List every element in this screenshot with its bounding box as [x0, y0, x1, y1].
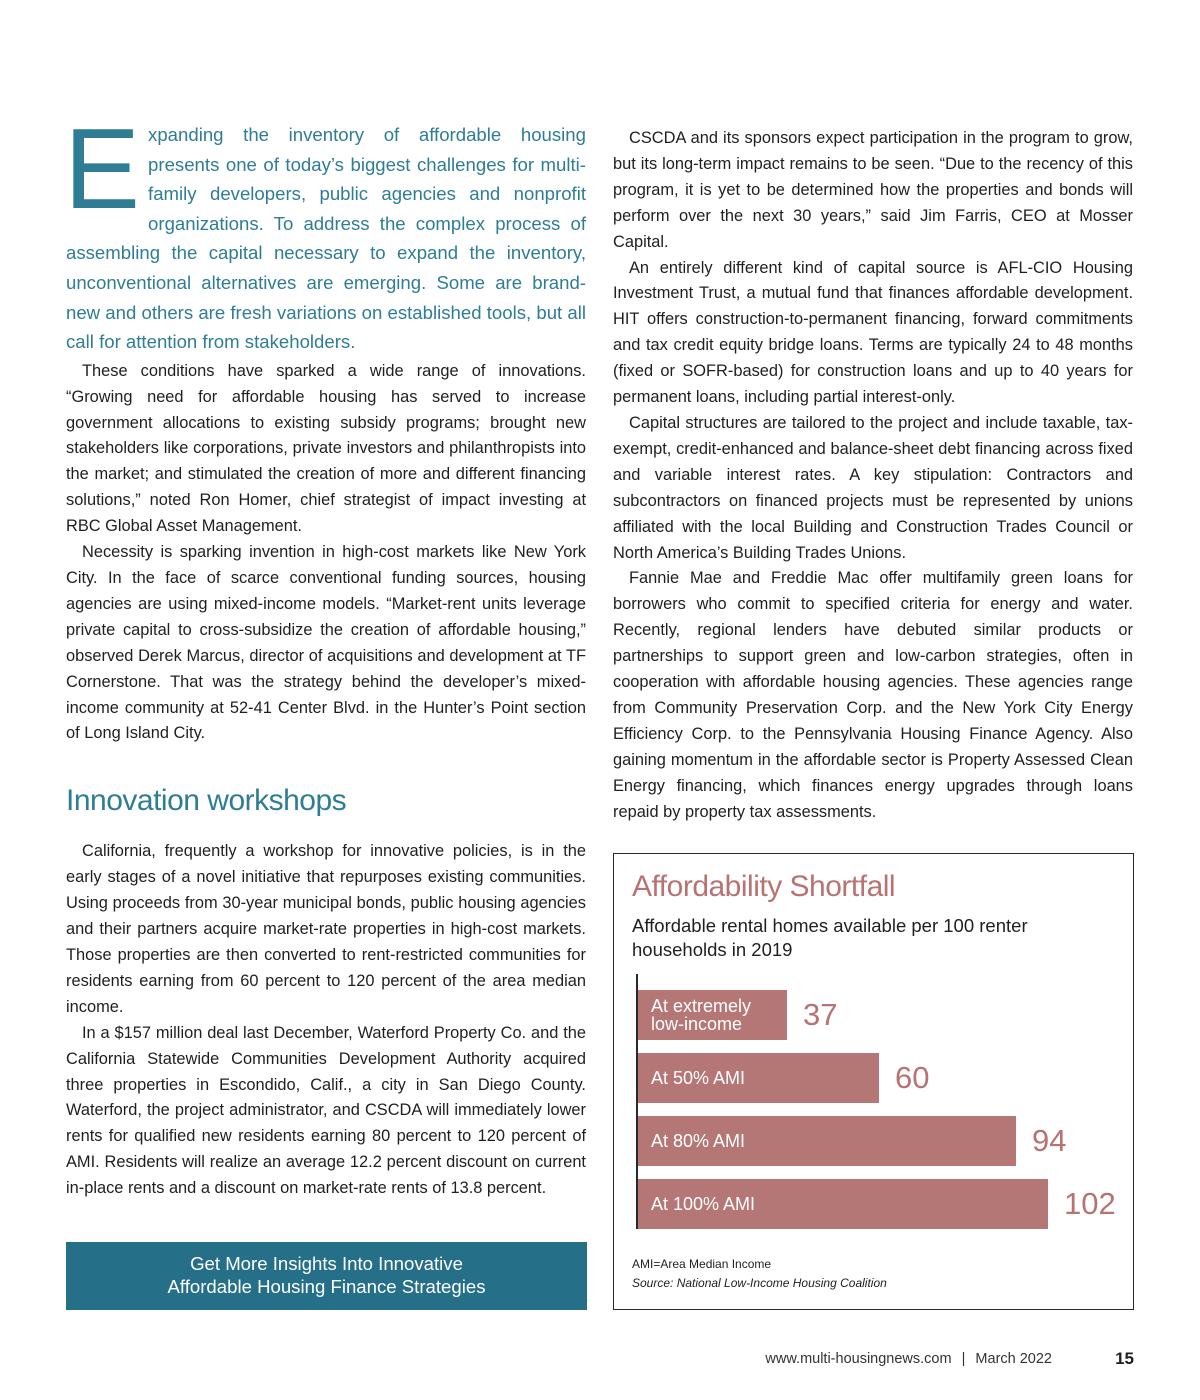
chart-bar-label: low-income [651, 1014, 743, 1034]
body-paragraph-4: In a $157 million deal last December, Waterford Property Co. and the California Statewide Communities Development Authority acquired three properties in Escondido, Calif., a city in San Diego County. Waterford, the project administrator, and CSCDA will immediately lower rents for qualified new residents earning 80 percent to 120 percent of AMI. Residents will realize an average 12.2 percent discount on current in-place rents and a discount on market-rate rents of 13.8 percent. [66, 1023, 586, 1198]
chart-note: AMI=Area Median Income [632, 1257, 772, 1271]
chart-subtitle: Affordable rental homes available per 100 renter households in 2019 [632, 915, 1028, 960]
chart-bar-label: At 80% AMI [651, 1131, 746, 1151]
chart-title: Affordability Shortfall [632, 870, 896, 903]
chart-bar-label: At extremely [651, 996, 752, 1016]
chart-bar-label: At 50% AMI [651, 1068, 746, 1088]
chart-bar [638, 1179, 1048, 1229]
lead-paragraph: xpanding the inventory of affordable housing presents one of today’s biggest challenges for multi-family developers, public agencies and nonprofit organizations. To address the complex process of assembling the capital necessary to expand the inventory, unconventional alternatives are emerging. Some are brand-new and others are fresh variations on established tools, but all call for attention from stakeholders. [66, 124, 586, 353]
chart-value-label: 60 [895, 1060, 930, 1095]
chart-value-label: 37 [803, 997, 838, 1032]
body-paragraph-8: Fannie Mae and Freddie Mac offer multifamily green loans for borrowers who commit to specified criteria for energy and water. Recently, regional lenders have debuted similar products or partnerships to support green and low-carbon strategies, often in cooperation with affordable housing agencies. These agencies range from Community Preservation Corp. and the New York City Energy Efficiency Corp. to the Pennsylvania Housing Finance Agency. Also gaining momentum in the affordable sector is Property Assessed Clean Energy financing, which finances energy upgrades through loans repaid by property tax assessments. [613, 569, 1133, 821]
chart-value-label: 94 [1032, 1123, 1067, 1158]
chart-bar-label: At 100% AMI [651, 1194, 756, 1214]
cta-line-1: Get More Insights Into Innovative [190, 1253, 463, 1274]
section-heading: Innovation workshops [66, 784, 347, 818]
footer-url[interactable]: www.multi-housingnews.com [765, 1351, 952, 1367]
body-paragraph-3: California, frequently a workshop for innovative policies, is in the early stages of a novel initiative that repurposes existing communities. Using proceeds from 30-year municipal bonds, public housing agencies and their partners acquire market-rate properties in high-cost markets. Those properties are then converted to rent-restricted communities for residents earning from 60 percent to 120 percent of the area median income. [66, 842, 586, 1016]
chart-bar [638, 990, 787, 1040]
intro-block [64, 106, 586, 357]
drop-cap: E [64, 106, 141, 233]
chart-bar [638, 1116, 1016, 1166]
body-paragraph-6: An entirely different kind of capital source is AFL-CIO Housing Investment Trust, a mutual fund that finances affordable development. HIT offers construction-to-permanent financing, forward commitments and tax credit equity bridge loans. Terms are typically 24 to 48 months (fixed or SOFR-based) for construction loans and up to 40 years for permanent loans, including partial interest-only. [613, 258, 1133, 407]
footer-date: March 2022 [975, 1351, 1052, 1367]
chart-bar [638, 1053, 879, 1103]
footer-separator: | [961, 1351, 966, 1367]
body-paragraph-2: Necessity is sparking invention in high-cost markets like New York City. In the face of scarce conventional funding sources, housing agencies are using mixed-income models. “Market-rent units leverage private capital to cross-subsidize the creation of affordable housing,” observed Derek Marcus, director of acquisitions and development at TF Cornerstone. That was the strategy behind the developer’s mixed-income community at 52-41 Center Blvd. in the Hunter’s Point section of Long Island City. [66, 543, 586, 743]
left-column [64, 106, 586, 1202]
chart-source: Source: National Low-Income Housing Coalition [632, 1276, 887, 1290]
body-paragraph-7: Capital structures are tailored to the project and include taxable, tax-exempt, credit-enhanced and balance-sheet debt financing across fixed and variable interest rates. A key stipulation: Contractors and subcontractors on financed projects must be represented by unions affiliated with the local Building and Construction Trades Council or North America’s Building Trades Unions. [613, 413, 1133, 562]
body-paragraph-5: CSCDA and its sponsors expect participation in the program to grow, but its long-term impact remains to be seen. “Due to the recency of this program, it is yet to be determined how the properties and bonds will perform over the next 30 years,” said Jim Farris, CEO at Mosser Capital. [613, 129, 1133, 251]
footer-info [765, 1351, 1052, 1367]
page-number: 15 [1115, 1349, 1134, 1368]
insights-cta-button[interactable] [66, 1242, 587, 1310]
body-paragraph-1: These conditions have sparked a wide range of innovations. “Growing need for affordable housing has served to increase government allocations to existing subsidy programs; brought new stakeholders like corporations, private investors and philanthropists into the market; and stimulated the creation of more and different financing solutions,” noted Ron Homer, chief strategist of impact investing at RBC Global Asset Management. [66, 361, 586, 536]
right-column [613, 126, 1133, 825]
cta-line-2: Affordable Housing Finance Strategies [167, 1276, 486, 1297]
affordability-chart [613, 853, 1134, 1310]
chart-value-label: 102 [1064, 1186, 1116, 1221]
